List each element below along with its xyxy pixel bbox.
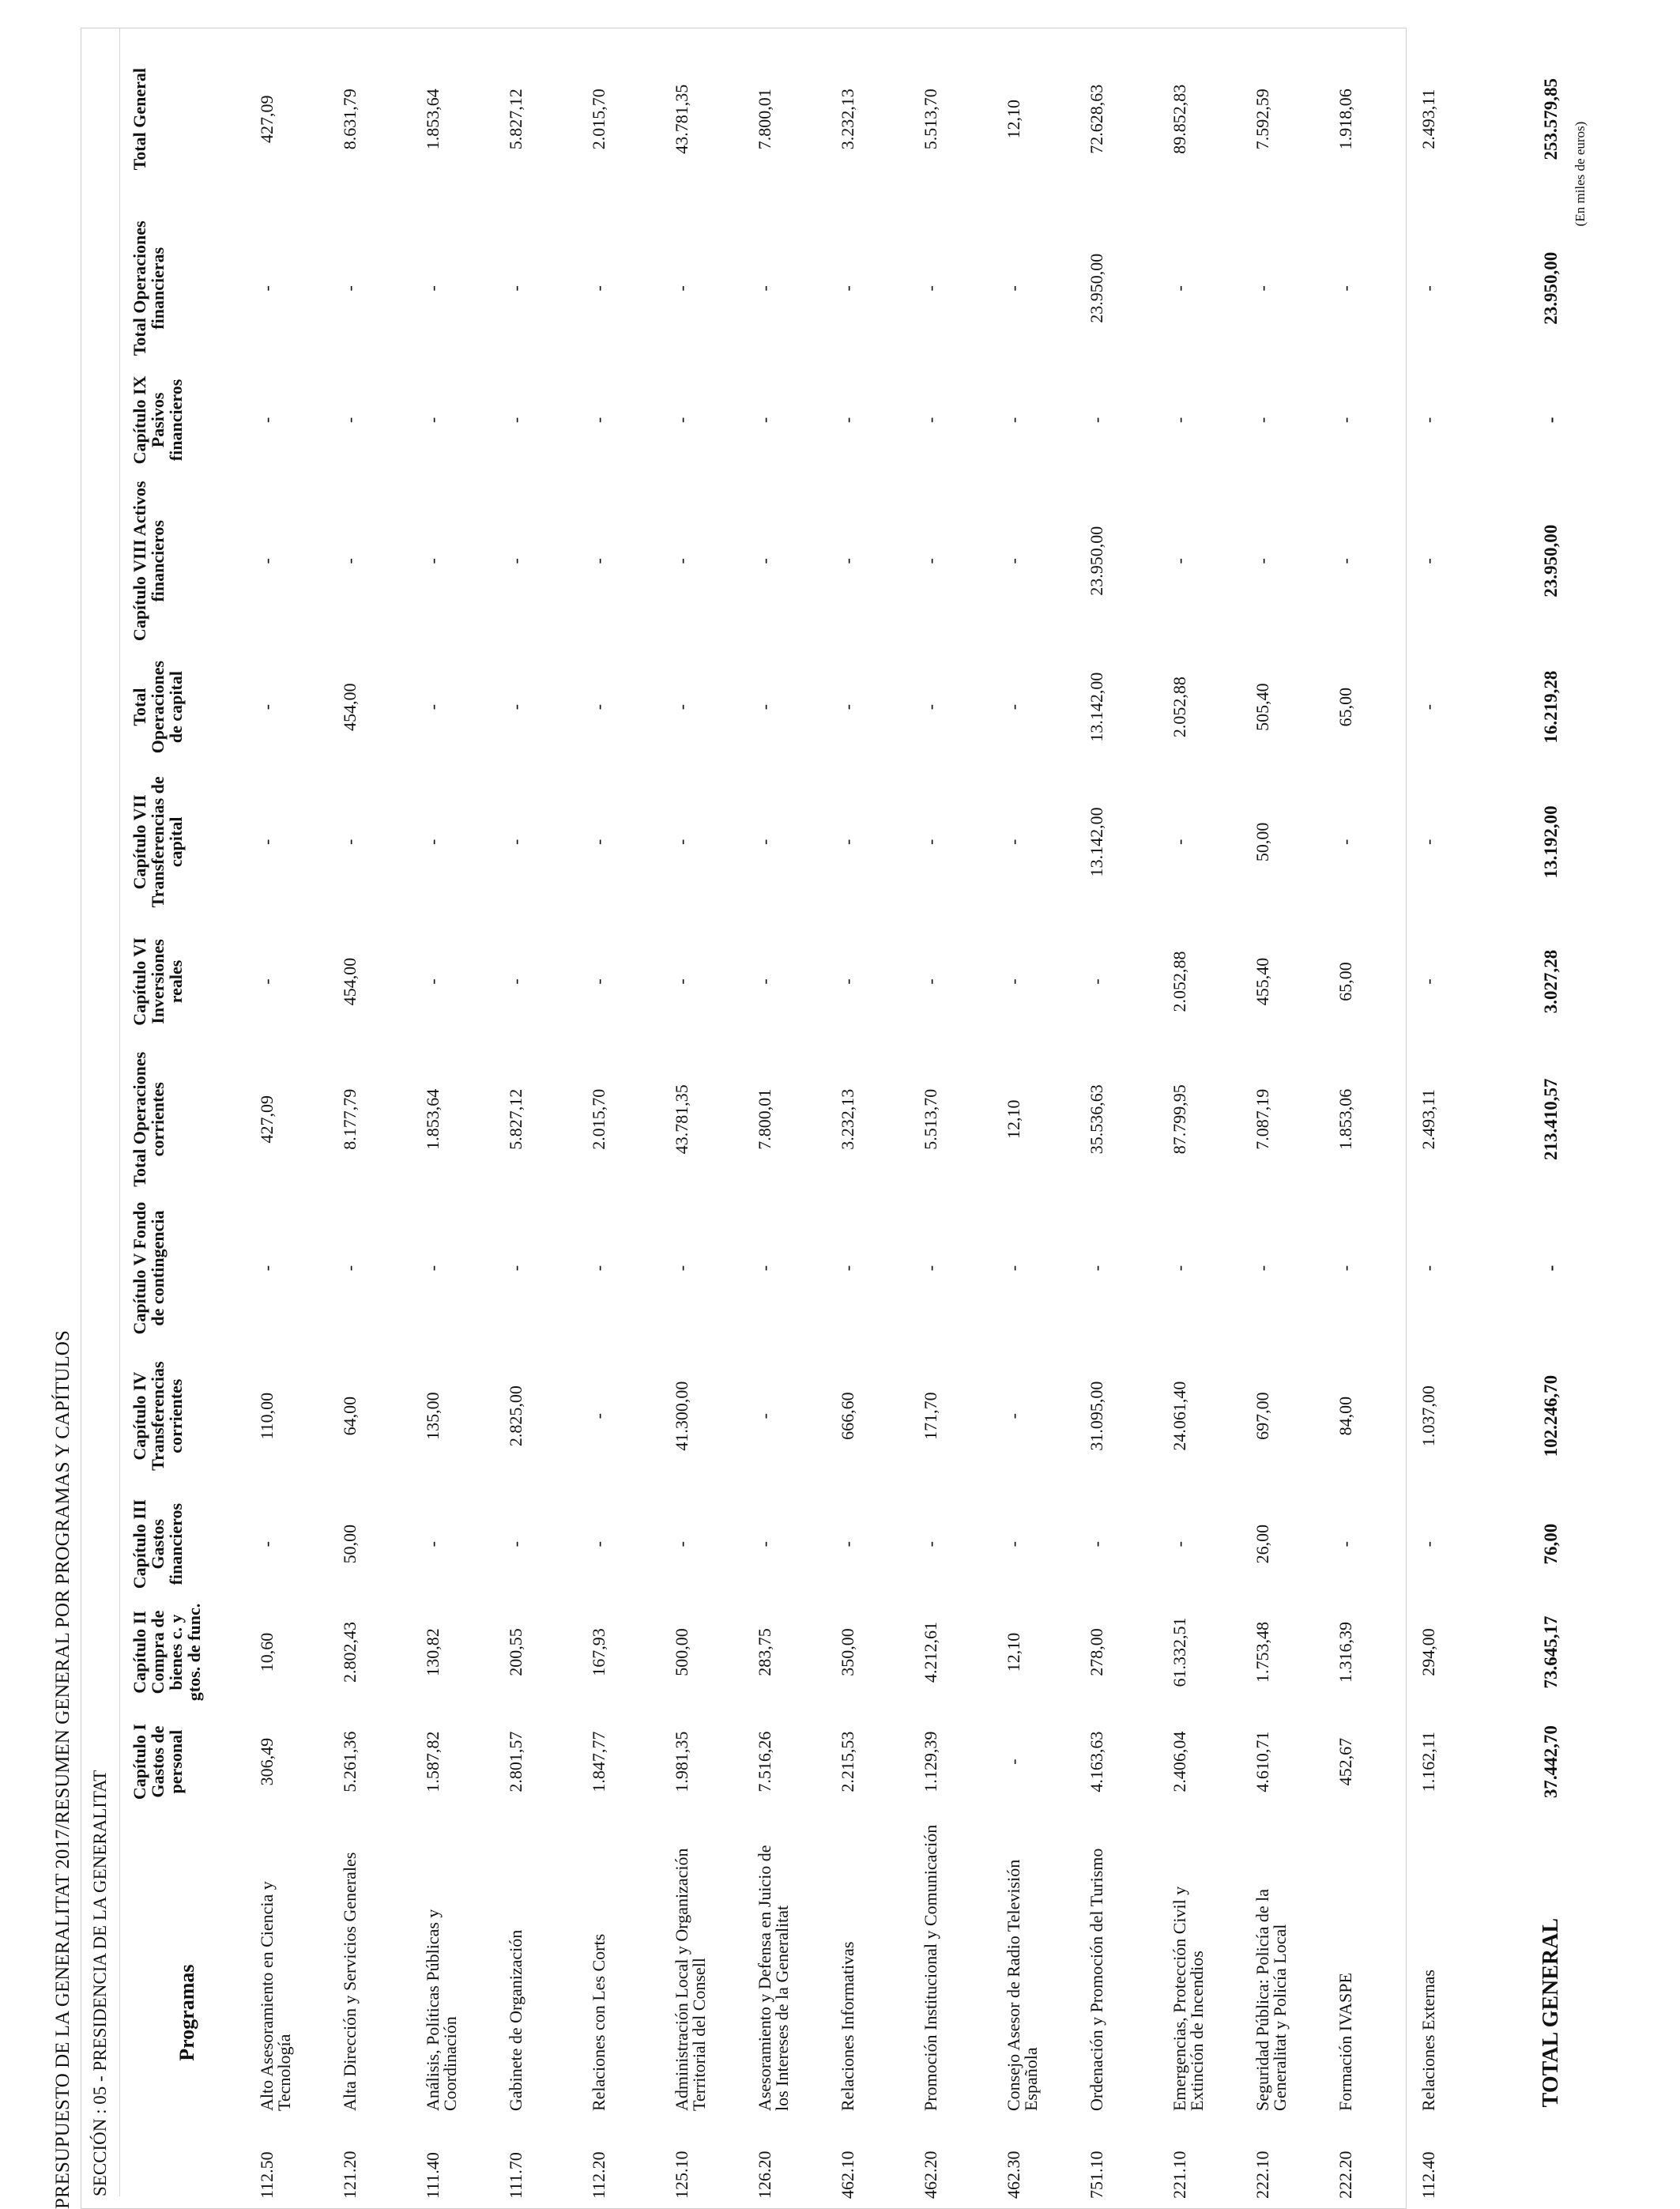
value-cell: 12,10 [1004, 1099, 1023, 1139]
value-cell: 65,00 [1335, 962, 1355, 1001]
value-cell: - [589, 285, 608, 292]
value-cell: - [1418, 839, 1438, 846]
value-cell: 1.918,06 [1335, 89, 1355, 150]
table-row [1328, 28, 1411, 2208]
value-cell: - [506, 839, 525, 846]
program-name: Ordenación y Promoción del Turismo [1087, 1848, 1106, 2112]
table-row [581, 28, 664, 2208]
unit-note: (En miles de euros) [1573, 121, 1588, 227]
program-code: 112.20 [589, 2151, 608, 2199]
value-cell: 43.781,35 [672, 84, 691, 154]
value-cell: 454,00 [340, 957, 360, 1006]
program-name: Relaciones Externas [1418, 1970, 1438, 2112]
value-cell: - [423, 1541, 443, 1547]
column-header-programs: Programas [175, 1964, 198, 2061]
value-cell: - [1004, 417, 1023, 424]
value-cell: - [340, 558, 360, 564]
value-cell: 306,49 [257, 1737, 277, 1786]
value-cell: - [506, 558, 525, 564]
table-row [415, 28, 498, 2208]
value-cell: 2.015,70 [589, 89, 608, 150]
value-cell: 505,40 [1252, 683, 1272, 731]
total-cell: 16.219,28 [1540, 670, 1561, 744]
value-cell: - [838, 1541, 857, 1547]
value-cell: - [506, 417, 525, 424]
program-name: Alta Dirección y Servicios Generales [340, 1852, 360, 2112]
value-cell: - [838, 703, 857, 711]
value-cell: 26,00 [1252, 1524, 1272, 1564]
value-cell: - [423, 558, 443, 564]
value-cell: - [1004, 285, 1023, 292]
value-cell: 87.799,95 [1170, 1084, 1189, 1155]
value-cell: - [589, 1541, 608, 1547]
value-cell: 2.406,04 [1170, 1731, 1189, 1792]
value-cell: - [1004, 558, 1023, 564]
program-name: Asesoramiento y Defensa en Juicio de los Intereses de la Generalitat [755, 1845, 792, 2112]
value-cell: - [1004, 1413, 1023, 1419]
program-code: 222.20 [1335, 2151, 1355, 2199]
value-cell: - [506, 285, 525, 292]
value-cell: 350,00 [838, 1628, 857, 1676]
value-cell: - [1004, 839, 1023, 846]
value-cell: - [838, 978, 857, 985]
value-cell: 500,00 [672, 1628, 691, 1676]
column-header: Capítulo VI Inversiones reales [130, 937, 186, 1026]
value-cell: 35.536,63 [1087, 1084, 1106, 1155]
value-cell: 2.801,57 [506, 1731, 525, 1792]
column-header: Total Operaciones de capital [130, 660, 186, 754]
program-code: 125.10 [672, 2151, 691, 2199]
value-cell: - [1252, 1265, 1272, 1272]
total-cell: 253.579,85 [1540, 77, 1561, 160]
value-cell: - [921, 978, 940, 985]
value-cell: - [755, 417, 774, 424]
value-cell: - [1170, 1541, 1189, 1547]
value-cell: 12,10 [1004, 99, 1023, 139]
table-row [996, 28, 1079, 2208]
program-name: Gabinete de Organización [506, 1929, 525, 2112]
value-cell: - [423, 839, 443, 846]
value-cell: 8.177,79 [340, 1088, 360, 1150]
value-cell: - [921, 417, 940, 424]
value-cell: - [672, 703, 691, 711]
value-cell: 4.212,61 [921, 1622, 940, 1683]
value-cell: - [1252, 417, 1272, 424]
section-title: SECCIÓN : 05 - PRESIDENCIA DE LA GENERALITAT [81, 28, 120, 2196]
value-cell: 13.142,00 [1087, 807, 1106, 877]
column-header: Total Operaciones corrientes [130, 1051, 168, 1187]
value-cell: 89.852,83 [1170, 84, 1189, 154]
value-cell: 2.052,88 [1170, 951, 1189, 1012]
total-cell: 76,00 [1540, 1523, 1561, 1565]
value-cell: - [1170, 558, 1189, 564]
value-cell: 3.232,13 [838, 89, 857, 150]
value-cell: 50,00 [340, 1524, 360, 1564]
value-cell: 5.513,70 [921, 89, 940, 150]
value-cell: 10,60 [257, 1632, 277, 1672]
value-cell: 2.825,00 [506, 1385, 525, 1447]
value-cell: - [589, 558, 608, 564]
program-name: Administración Local y Organización Territorial del Consell [672, 1848, 709, 2112]
value-cell: - [1335, 285, 1355, 292]
value-cell: 1.853,64 [423, 89, 443, 150]
value-cell: - [755, 285, 774, 292]
program-name: Consejo Asesor de Radio Televisión Española [1004, 1859, 1041, 2112]
value-cell: - [1170, 839, 1189, 846]
program-name: Relaciones Informativas [838, 1941, 857, 2112]
value-cell: 4.610,71 [1252, 1731, 1272, 1792]
total-label: TOTAL GENERAL [1538, 1917, 1563, 2108]
program-code: 751.10 [1087, 2151, 1106, 2199]
value-cell: - [340, 417, 360, 424]
budget-table [124, 28, 1608, 2208]
column-header: Capítulo VII Transferencias de capital [130, 776, 186, 908]
value-cell: - [1252, 558, 1272, 564]
value-cell: - [838, 285, 857, 292]
program-code: 121.20 [340, 2151, 360, 2199]
value-cell: 1.753,48 [1252, 1622, 1272, 1683]
value-cell: 5.261,36 [340, 1731, 360, 1792]
value-cell: 7.592,59 [1252, 89, 1272, 150]
value-cell: - [838, 839, 857, 846]
value-cell: - [589, 1265, 608, 1272]
column-header: Capítulo VIII Activos financieros [130, 481, 168, 642]
value-cell: - [506, 978, 525, 985]
value-cell: - [921, 285, 940, 292]
total-cell: 102.246,70 [1540, 1374, 1561, 1457]
table-row [249, 28, 332, 2208]
value-cell: - [1418, 417, 1438, 424]
value-cell: - [1087, 978, 1106, 985]
value-cell: - [257, 558, 277, 564]
value-cell: - [589, 417, 608, 424]
value-cell: 1.037,00 [1418, 1385, 1438, 1447]
value-cell: - [1335, 839, 1355, 846]
value-cell: - [755, 703, 774, 711]
total-cell: - [1540, 1265, 1561, 1272]
table-frame [81, 28, 1563, 2209]
program-name: Promoción Institucional y Comunicación [921, 1824, 940, 2112]
program-code: 221.10 [1170, 2151, 1189, 2199]
value-cell: - [340, 285, 360, 292]
value-cell: 1.587,82 [423, 1731, 443, 1792]
value-cell: - [257, 839, 277, 846]
value-cell: 1.847,77 [589, 1731, 608, 1792]
program-code: 111.40 [423, 2152, 443, 2199]
table-row [1162, 28, 1245, 2208]
total-cell: 13.192,00 [1540, 805, 1561, 879]
program-name: Relaciones con Les Corts [589, 1933, 608, 2112]
value-cell: 24.061,40 [1170, 1381, 1189, 1451]
value-cell: 43.781,35 [672, 1084, 691, 1155]
table-row [1079, 28, 1162, 2208]
table-body [249, 28, 1494, 2208]
value-cell: - [672, 417, 691, 424]
total-cell: 37.442,70 [1540, 1725, 1561, 1799]
value-cell: - [1418, 978, 1438, 985]
value-cell: - [257, 285, 277, 292]
value-cell: - [1335, 558, 1355, 564]
value-cell: 61.332,51 [1170, 1617, 1189, 1687]
value-cell: - [423, 417, 443, 424]
value-cell: - [1170, 1265, 1189, 1272]
value-cell: 31.095,00 [1087, 1381, 1106, 1451]
value-cell: - [257, 703, 277, 711]
value-cell: 13.142,00 [1087, 672, 1106, 742]
total-cell: 213.410,57 [1540, 1078, 1561, 1160]
program-name: Análisis, Políticas Públicas y Coordinación [423, 1909, 460, 2112]
value-cell: 167,93 [589, 1628, 608, 1676]
value-cell: - [423, 703, 443, 711]
value-cell: 427,09 [257, 95, 277, 143]
value-cell: - [340, 1265, 360, 1272]
value-cell: 697,00 [1252, 1392, 1272, 1440]
value-cell: - [755, 839, 774, 846]
document-title: PRESUPUESTO DE LA GENERALITAT 2017/RESUMEN GENERAL POR PROGRAMAS Y CAPÍTULOS [52, 1330, 73, 2209]
value-cell: - [1004, 703, 1023, 711]
value-cell: 50,00 [1252, 822, 1272, 862]
total-cell: 23.950,00 [1540, 524, 1561, 597]
value-cell: - [672, 558, 691, 564]
value-cell: 4.163,63 [1087, 1731, 1106, 1792]
program-name: Formación IVASPE [1335, 1973, 1355, 2112]
value-cell: 3.232,13 [838, 1088, 857, 1150]
value-cell: 2.802,43 [340, 1622, 360, 1683]
rotated-page [40, 28, 1563, 2209]
value-cell: 5.827,12 [506, 89, 525, 150]
value-cell: - [1418, 1541, 1438, 1547]
table-row [830, 28, 913, 2208]
total-row [1494, 28, 1608, 2208]
value-cell: - [921, 1541, 940, 1547]
value-cell: - [755, 1413, 774, 1419]
value-cell: - [672, 1265, 691, 1272]
column-header: Total General [130, 68, 149, 171]
value-cell: 84,00 [1335, 1396, 1355, 1436]
program-code: 111.70 [506, 2152, 525, 2199]
value-cell: - [672, 285, 691, 292]
value-cell: - [1004, 1759, 1023, 1765]
table-row [664, 28, 747, 2208]
value-cell: - [755, 1541, 774, 1547]
value-cell: 7.800,01 [755, 1088, 774, 1150]
program-code: 222.10 [1252, 2151, 1272, 2199]
value-cell: - [672, 839, 691, 846]
program-code: 126.20 [755, 2151, 774, 2199]
total-cell: 23.950,00 [1540, 251, 1561, 325]
value-cell: 1.981,35 [672, 1731, 691, 1792]
column-header: Capítulo II Compra de bienes c. y gtos. de func. [130, 1603, 204, 1702]
value-cell: - [340, 839, 360, 846]
value-cell: - [1418, 558, 1438, 564]
value-cell: 110,00 [257, 1392, 277, 1440]
value-cell: 12,10 [1004, 1632, 1023, 1672]
value-cell: 7.516,26 [755, 1731, 774, 1792]
value-cell: - [672, 1541, 691, 1547]
value-cell: 454,00 [340, 683, 360, 731]
value-cell: - [589, 978, 608, 985]
value-cell: - [921, 1265, 940, 1272]
value-cell: - [589, 839, 608, 846]
value-cell: 7.800,01 [755, 89, 774, 150]
value-cell: 1.162,11 [1418, 1732, 1438, 1792]
value-cell: 5.513,70 [921, 1088, 940, 1150]
value-cell: 23.950,00 [1087, 526, 1106, 596]
value-cell: 130,82 [423, 1628, 443, 1676]
value-cell: 200,55 [506, 1628, 525, 1676]
value-cell: 2.493,11 [1418, 89, 1438, 149]
program-name: Emergencias, Protección Civil y Extinción de Incendios [1170, 1886, 1207, 2112]
program-code: 462.10 [838, 2151, 857, 2199]
value-cell: - [1170, 417, 1189, 424]
value-cell: - [1252, 285, 1272, 292]
value-cell: - [506, 1265, 525, 1272]
value-cell: - [1418, 285, 1438, 292]
value-cell: - [672, 978, 691, 985]
table-row [747, 28, 830, 2208]
value-cell: - [1170, 285, 1189, 292]
column-header: Capítulo V Fondo de contingencia [130, 1201, 168, 1335]
column-header: Capítulo IV Transferencias corrientes [130, 1361, 186, 1471]
value-cell: - [423, 1265, 443, 1272]
program-code: 112.50 [257, 2151, 277, 2199]
value-cell: 7.087,19 [1252, 1088, 1272, 1150]
program-name: Alto Asesoramiento en Ciencia y Tecnología [257, 1881, 294, 2112]
value-cell: 427,09 [257, 1095, 277, 1144]
table-row [1411, 28, 1494, 2208]
value-cell: 1.853,06 [1335, 1088, 1355, 1150]
value-cell: - [506, 1541, 525, 1547]
value-cell: - [257, 1541, 277, 1547]
value-cell: - [838, 1265, 857, 1272]
value-cell: - [423, 285, 443, 292]
value-cell: - [1418, 1265, 1438, 1272]
value-cell: 1.853,64 [423, 1088, 443, 1150]
value-cell: - [755, 978, 774, 985]
value-cell: 2.015,70 [589, 1088, 608, 1150]
value-cell: 666,60 [838, 1392, 857, 1440]
value-cell: - [1087, 417, 1106, 424]
value-cell: - [257, 417, 277, 424]
value-cell: - [1004, 1541, 1023, 1547]
column-header: Capítulo IX Pasivos financieros [130, 375, 186, 465]
value-cell: 2.493,11 [1418, 1089, 1438, 1150]
value-cell: 171,70 [921, 1392, 940, 1440]
total-cell: - [1540, 417, 1561, 424]
value-cell: 452,67 [1335, 1737, 1355, 1786]
column-header: Capítulo I Gastos de personal [130, 1724, 186, 1800]
value-cell: 1.129,39 [921, 1731, 940, 1792]
value-cell: 135,00 [423, 1392, 443, 1440]
program-code: 462.20 [921, 2151, 940, 2199]
value-cell: - [755, 1265, 774, 1272]
program-code: 112.40 [1418, 2151, 1438, 2199]
value-cell: - [921, 703, 940, 711]
value-cell: 278,00 [1087, 1628, 1106, 1676]
value-cell: 2.052,88 [1170, 677, 1189, 738]
table-header-row [124, 28, 249, 2208]
value-cell: 1.316,39 [1335, 1622, 1355, 1683]
value-cell: 294,00 [1418, 1628, 1438, 1676]
value-cell: 5.827,12 [506, 1088, 525, 1150]
table-row [498, 28, 581, 2208]
value-cell: - [838, 417, 857, 424]
value-cell: - [1335, 417, 1355, 424]
value-cell: 72.628,63 [1087, 84, 1106, 154]
value-cell: - [755, 558, 774, 564]
value-cell: - [1004, 1265, 1023, 1272]
total-cell: 3.027,28 [1540, 949, 1561, 1014]
value-cell: - [423, 978, 443, 985]
value-cell: - [506, 703, 525, 711]
value-cell: 64,00 [340, 1396, 360, 1436]
program-code: 462.30 [1004, 2151, 1023, 2199]
value-cell: - [1004, 978, 1023, 985]
value-cell: - [1087, 1265, 1106, 1272]
table-row [1245, 28, 1328, 2208]
value-cell: - [1418, 703, 1438, 711]
value-cell: - [257, 978, 277, 985]
value-cell: 41.300,00 [672, 1381, 691, 1451]
value-cell: - [1087, 1541, 1106, 1547]
value-cell: - [589, 1413, 608, 1419]
table-row [913, 28, 996, 2208]
value-cell: 65,00 [1335, 687, 1355, 727]
total-cell: 73.645,17 [1540, 1615, 1561, 1689]
column-header: Capítulo III Gastos financieros [130, 1499, 186, 1589]
value-cell: 8.631,79 [340, 89, 360, 150]
value-cell: - [589, 703, 608, 711]
value-cell: - [921, 839, 940, 846]
table-row [332, 28, 415, 2208]
value-cell: 23.950,00 [1087, 253, 1106, 323]
value-cell: - [1335, 1265, 1355, 1272]
value-cell: - [921, 558, 940, 564]
column-header: Total Operaciones financieras [130, 221, 168, 356]
value-cell: 455,40 [1252, 957, 1272, 1006]
value-cell: 283,75 [755, 1628, 774, 1676]
value-cell: - [838, 558, 857, 564]
value-cell: - [1335, 1541, 1355, 1547]
program-name: Seguridad Pública: Policía de la Generalitat y Policía Local [1252, 1888, 1290, 2112]
value-cell: - [257, 1265, 277, 1272]
value-cell: 2.215,53 [838, 1731, 857, 1792]
